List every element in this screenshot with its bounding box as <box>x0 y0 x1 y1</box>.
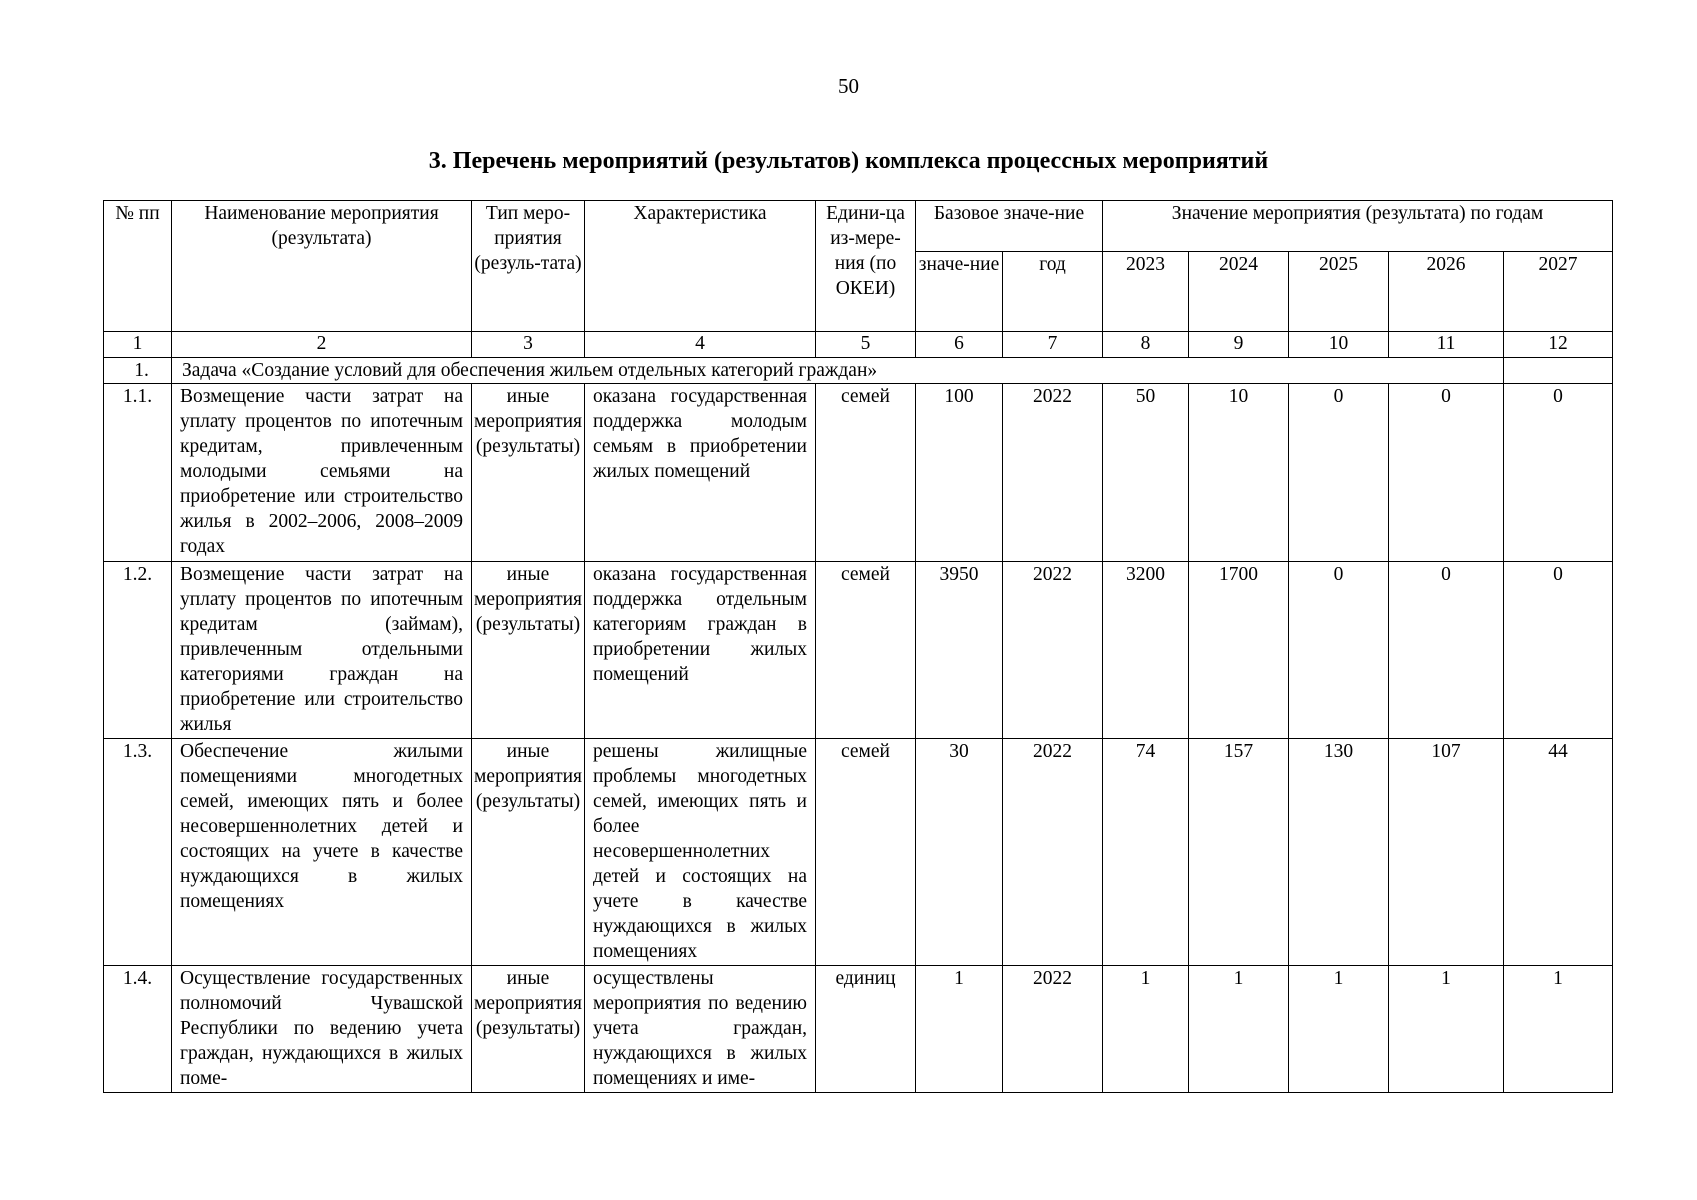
row-value-2026: 1 <box>1389 966 1504 1093</box>
row-number: 1.1. <box>104 384 172 562</box>
table-row <box>104 739 1613 966</box>
row-unit: семей <box>816 384 916 562</box>
column-number: 10 <box>1289 332 1389 358</box>
row-name: Возмещение части затрат на уплату процентов по ипотечным кредитам (займам), привлеченным отдельными категориями граждан на приобретение или строительство жилья <box>172 562 472 739</box>
page-number: 50 <box>838 74 859 98</box>
header-unit: Едини-ца из-мере-ния (по ОКЕИ) <box>816 201 916 332</box>
task-number: 1. <box>104 358 172 384</box>
row-base-year: 2022 <box>1003 384 1103 562</box>
row-value-2025: 0 <box>1289 384 1389 562</box>
header-year: 2025 <box>1289 252 1389 332</box>
task-text: Задача «Создание условий для обеспечения жильем отдельных категорий граждан» <box>172 358 1504 384</box>
column-number: 3 <box>472 332 585 358</box>
column-number: 1 <box>104 332 172 358</box>
row-value-2027: 44 <box>1504 739 1613 966</box>
row-name: Возмещение части затрат на уплату процентов по ипотечным кредитам, привлеченным молодыми семьями на приобретение или строительство жилья в 2002–2006, 2008–2009 годах <box>172 384 472 562</box>
row-base-value: 30 <box>916 739 1003 966</box>
row-value-2027: 0 <box>1504 384 1613 562</box>
header-base: Базовое значе-ние <box>916 201 1103 252</box>
header-year: 2024 <box>1189 252 1289 332</box>
header-num: № пп <box>104 201 172 332</box>
row-base-value: 3950 <box>916 562 1003 739</box>
row-value-2025: 1 <box>1289 966 1389 1093</box>
row-type: иные мероприятия (результаты) <box>472 739 585 966</box>
table-row <box>104 966 1613 1093</box>
column-number: 2 <box>172 332 472 358</box>
header-name: Наименование мероприятия (результата) <box>172 201 472 332</box>
row-value-2026: 0 <box>1389 562 1504 739</box>
column-number: 11 <box>1389 332 1504 358</box>
row-characteristic: осуществлены мероприятия по ведению учета граждан, нуждающихся в жилых помещениях и име- <box>585 966 816 1093</box>
measures-table <box>103 200 1613 1093</box>
row-number: 1.3. <box>104 739 172 966</box>
row-value-2023: 3200 <box>1103 562 1189 739</box>
row-value-2023: 1 <box>1103 966 1189 1093</box>
column-number: 12 <box>1504 332 1613 358</box>
row-unit: семей <box>816 739 916 966</box>
header-base-year: год <box>1003 252 1103 332</box>
row-base-year: 2022 <box>1003 562 1103 739</box>
column-number: 4 <box>585 332 816 358</box>
row-characteristic: оказана государственная поддержка отдельным категориям граждан в приобретении жилых помещений <box>585 562 816 739</box>
table-row <box>104 384 1613 562</box>
header-base-value: значе-ние <box>916 252 1003 332</box>
row-value-2025: 130 <box>1289 739 1389 966</box>
column-number: 5 <box>816 332 916 358</box>
row-unit: семей <box>816 562 916 739</box>
row-value-2024: 1 <box>1189 966 1289 1093</box>
row-name: Обеспечение жилыми помещениями многодетных семей, имеющих пять и более несовершеннолетних детей и состоящих на учете в качестве нуждающихся в жилых помещениях <box>172 739 472 966</box>
row-base-value: 100 <box>916 384 1003 562</box>
row-characteristic: оказана государственная поддержка молодым семьям в приобретении жилых помещений <box>585 384 816 562</box>
row-type: иные мероприятия (результаты) <box>472 384 585 562</box>
row-number: 1.2. <box>104 562 172 739</box>
header-year: 2027 <box>1504 252 1613 332</box>
row-value-2023: 50 <box>1103 384 1189 562</box>
row-value-2024: 157 <box>1189 739 1289 966</box>
section-title: 3. Перечень мероприятий (результатов) комплекса процессных мероприятий <box>428 148 1269 174</box>
column-number: 7 <box>1003 332 1103 358</box>
column-number: 8 <box>1103 332 1189 358</box>
row-value-2024: 10 <box>1189 384 1289 562</box>
header-year: 2023 <box>1103 252 1189 332</box>
row-number: 1.4. <box>104 966 172 1093</box>
header-values-by-year: Значение мероприятия (результата) по годам <box>1103 201 1613 252</box>
header-type: Тип меро-приятия (резуль-тата) <box>472 201 585 332</box>
column-number: 9 <box>1189 332 1289 358</box>
row-value-2024: 1700 <box>1189 562 1289 739</box>
header-characteristic: Характеристика <box>585 201 816 332</box>
table-row <box>104 562 1613 739</box>
row-value-2025: 0 <box>1289 562 1389 739</box>
column-number: 6 <box>916 332 1003 358</box>
row-value-2027: 0 <box>1504 562 1613 739</box>
row-value-2026: 0 <box>1389 384 1504 562</box>
row-value-2023: 74 <box>1103 739 1189 966</box>
row-name: Осуществление государственных полномочий Чувашской Республики по ведению учета граждан, нуждающихся в жилых поме- <box>172 966 472 1093</box>
header-year: 2026 <box>1389 252 1504 332</box>
task-empty-cell <box>1504 358 1613 384</box>
row-value-2026: 107 <box>1389 739 1504 966</box>
row-value-2027: 1 <box>1504 966 1613 1093</box>
row-base-year: 2022 <box>1003 739 1103 966</box>
row-type: иные мероприятия (результаты) <box>472 966 585 1093</box>
row-unit: единиц <box>816 966 916 1093</box>
row-base-value: 1 <box>916 966 1003 1093</box>
row-type: иные мероприятия (результаты) <box>472 562 585 739</box>
row-base-year: 2022 <box>1003 966 1103 1093</box>
row-characteristic: решены жилищные проблемы многодетных семей, имеющих пять и более несовершеннолетних детей и состоящих на учете в качестве нуждающихся в жилых помещениях <box>585 739 816 966</box>
